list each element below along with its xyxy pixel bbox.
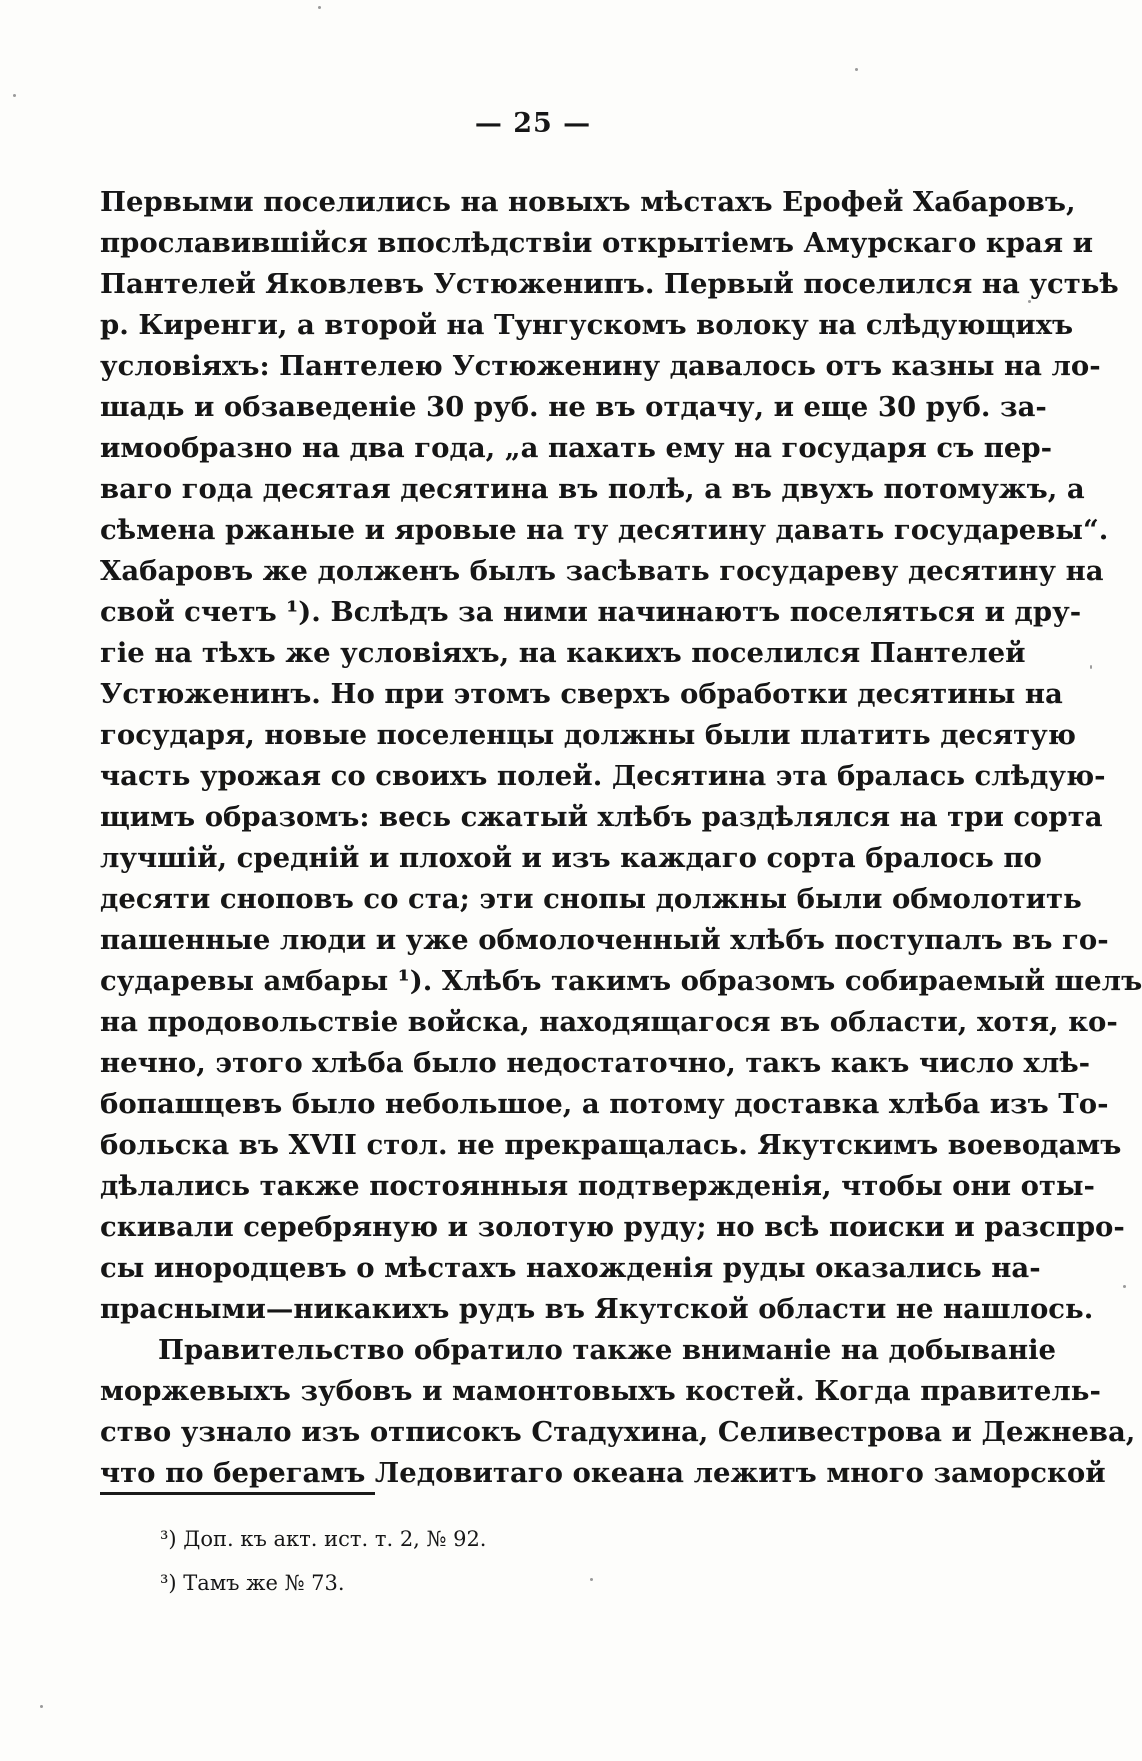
text-line: десяти сноповъ со ста; эти снопы должны были обмолотить [100,883,1082,915]
text-line: р. Киренги, а второй на Тунгускомъ волоку на слѣдующихъ [100,309,1074,341]
text-line: дѣлались также постоянныя подтвержденія, чтобы они оты- [100,1170,1095,1202]
text-line: щимъ образомъ: весь сжатый хлѣбъ раздѣлялся на три сорта [100,801,1103,833]
text-line: свой счетъ ¹). Вслѣдъ за ними начинаютъ поселяться и дру- [100,596,1082,628]
text-line: лучшій, средній и плохой и изъ каждаго сорта бралось по [100,842,1042,874]
text-line: нечно, этого хлѣба было недостаточно, такъ какъ число хлѣ- [100,1047,1091,1079]
paragraph-first-line: Правительство обратило также вниманіе на добываніе [158,1334,1057,1366]
text-line: прославившійся впослѣдствіи открытіемъ Амурскаго края и [100,227,1094,259]
scan-speck [1028,300,1031,303]
text-line: гіе на тѣхъ же условіяхъ, на какихъ поселился Пантелей [100,637,1026,669]
scan-speck [855,68,858,71]
text-line: сударевы амбары ¹). Хлѣбъ такимъ образомъ собираемый шелъ [100,965,1142,997]
text-line: что по берегамъ Ледовитаго океана лежитъ много заморской [100,1457,1106,1489]
text-line: на продовольствіе войска, находящагося въ области, хотя, ко- [100,1006,1118,1038]
scan-speck [40,1705,43,1708]
body-text [100,182,1142,1494]
text-line: государя, новые поселенцы должны были платить десятую [100,719,1076,751]
scan-speck [590,1578,593,1581]
scan-speck [13,94,16,97]
scan-speck [1123,1285,1126,1288]
footnotes [160,1517,860,1605]
text-line: Пантелей Яковлевъ Устюженипъ. Первый поселился на устьѣ [100,268,1119,300]
text-line: сѣмена ржаные и яровые на ту десятину давать государевы“. [100,514,1109,546]
text-line: ваго года десятая десятина въ полѣ, а въ двухъ потомужъ, а [100,473,1085,505]
text-line: моржевыхъ зубовъ и мамонтовыхъ костей. Когда правитель- [100,1375,1101,1407]
text-line: условіяхъ: Пантелею Устюженину давалось отъ казны на ло- [100,350,1101,382]
text-line: пашенные люди и уже обмолоченный хлѣбъ поступалъ въ го- [100,924,1109,956]
text-line: Хабаровъ же долженъ былъ засѣвать государеву десятину на [100,555,1104,587]
page-number: — 25 — [474,108,592,139]
footnote: ³) Тамъ же № 73. [160,1571,345,1595]
text-line: шадь и обзаведеніе 30 руб. не въ отдачу, и еще 30 руб. за- [100,391,1047,423]
text-line: Первыми поселились на новыхъ мѣстахъ Ерофей Хабаровъ, [100,186,1076,218]
text-line: прасными—никакихъ рудъ въ Якутской области не нашлось. [100,1293,1094,1325]
text-line: бопашцевъ было небольшое, а потому доставка хлѣба изъ То- [100,1088,1109,1120]
text-line: часть урожая со своихъ полей. Десятина эта бралась слѣдую- [100,760,1106,792]
footnote-divider [100,1492,375,1495]
text-line: ство узнало изъ отписокъ Стадухина, Селивестрова и Дежнева, [100,1416,1136,1448]
scan-speck [318,6,321,9]
footnote: ³) Доп. къ акт. ист. т. 2, № 92. [160,1527,487,1551]
text-line: больска въ XVII стол. не прекращалась. Якутскимъ воеводамъ [100,1129,1122,1161]
text-line: скивали серебряную и золотую руду; но всѣ поиски и разспро- [100,1211,1125,1243]
text-line: имообразно на два года, „а пахать ему на государя съ пер- [100,432,1053,464]
scan-speck [1090,665,1092,669]
text-line: сы инородцевъ о мѣстахъ нахожденія руды оказались на- [100,1252,1041,1284]
text-line: Устюженинъ. Но при этомъ сверхъ обработки десятины на [100,678,1063,710]
